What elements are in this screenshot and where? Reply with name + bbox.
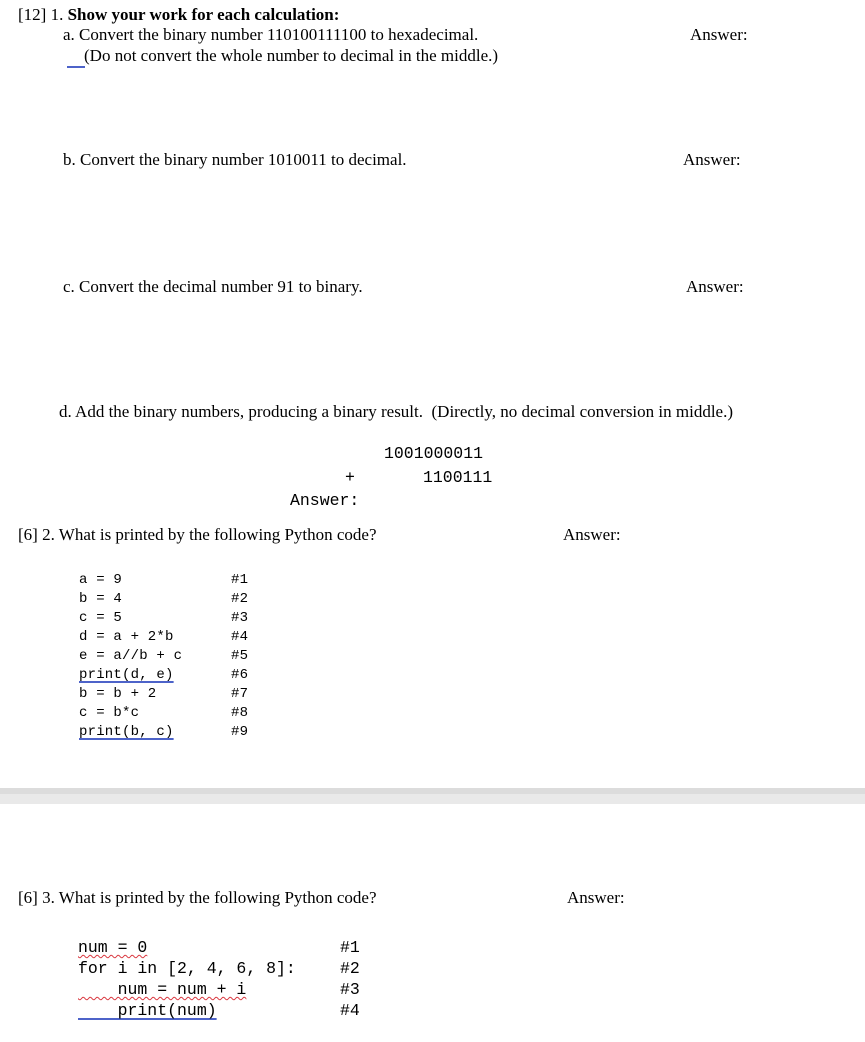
q1d-text: d. Add the binary numbers, producing a binary result. (Directly, no decimal conversion in middle.) [59, 402, 734, 421]
code-statement: b = b + 2 [79, 686, 157, 702]
code-line [79, 685, 182, 704]
line-number: #2 [231, 591, 249, 607]
line-number: #7 [231, 686, 249, 702]
q1c-text: c. Convert the decimal number 91 to binary. [63, 277, 363, 296]
code-line [78, 979, 296, 1000]
code-line [78, 1000, 296, 1021]
line-number: #4 [231, 629, 249, 645]
q1c-answer-label: Answer: [686, 277, 744, 296]
q1a-note: (Do not convert the whole number to decimal in the middle.) [84, 46, 499, 65]
line-number: #5 [231, 648, 249, 664]
q3-line-numbers [340, 916, 360, 1042]
code-statement: print(b, c) [79, 724, 174, 740]
q1a-answer-label: Answer: [690, 25, 748, 44]
q1a-edit-mark [67, 66, 85, 68]
q3-answer-label: Answer: [567, 888, 625, 907]
code-statement: b = 4 [79, 591, 123, 607]
code-line [78, 937, 296, 958]
q2-prompt: What is printed by the following Python code? [58, 525, 377, 544]
page-separator-shadow [0, 794, 865, 804]
line-number: #3 [231, 610, 249, 626]
code-line [79, 571, 182, 590]
q2-heading-line [18, 525, 377, 545]
code-line [79, 647, 182, 666]
q1-number: 1. [50, 5, 64, 24]
code-line [79, 590, 182, 609]
code-statement: print(d, e) [79, 667, 174, 683]
code-statement: a = 9 [79, 572, 123, 588]
code-line [79, 609, 182, 628]
q1a-text: a. Convert the binary number 110100111100 to hexadecimal. [63, 25, 479, 44]
code-line [78, 958, 296, 979]
q1-points: [12] [18, 5, 47, 24]
q2-points: [6] [18, 525, 38, 544]
q2-code-block [79, 552, 182, 761]
q3-code-block [78, 916, 296, 1042]
q1d-addend-2: 1100111 [423, 468, 493, 487]
q1-heading: Show your work for each calculation: [67, 5, 340, 24]
code-statement: e = a//b + c [79, 648, 183, 664]
code-line [79, 628, 182, 647]
q3-number: 3. [42, 888, 55, 907]
code-statement: for i in [2, 4, 6, 8]: [78, 959, 296, 978]
q1d-addend-1: 1001000011 [384, 444, 484, 463]
q1d-plus-sign: + [345, 468, 355, 487]
code-statement: num = 0 [78, 938, 148, 957]
code-statement: c = 5 [79, 610, 123, 626]
q1b-text: b. Convert the binary number 1010011 to decimal. [63, 150, 407, 169]
line-number: #1 [231, 572, 249, 588]
line-number: #1 [340, 938, 360, 957]
q3-heading-line [18, 888, 377, 908]
line-number: #6 [231, 667, 249, 683]
line-number: #8 [231, 705, 249, 721]
code-line [79, 723, 182, 742]
q1-heading-line [18, 5, 339, 25]
q3-prompt: What is printed by the following Python code? [58, 888, 377, 907]
q3-points: [6] [18, 888, 38, 907]
line-number: #4 [340, 1001, 360, 1020]
code-statement: num = num + i [78, 980, 247, 999]
code-statement: d = a + 2*b [79, 629, 174, 645]
q1b-answer-label: Answer: [683, 150, 741, 169]
line-number: #9 [231, 724, 249, 740]
code-statement: c = b*c [79, 705, 140, 721]
line-number: #2 [340, 959, 360, 978]
code-statement: print(num) [78, 1001, 217, 1020]
line-number: #3 [340, 980, 360, 999]
q2-line-numbers [231, 552, 248, 761]
q1d-answer-label: Answer: [290, 491, 360, 510]
code-line [79, 666, 182, 685]
q2-number: 2. [42, 525, 55, 544]
code-line [79, 704, 182, 723]
q2-answer-label: Answer: [563, 525, 621, 544]
